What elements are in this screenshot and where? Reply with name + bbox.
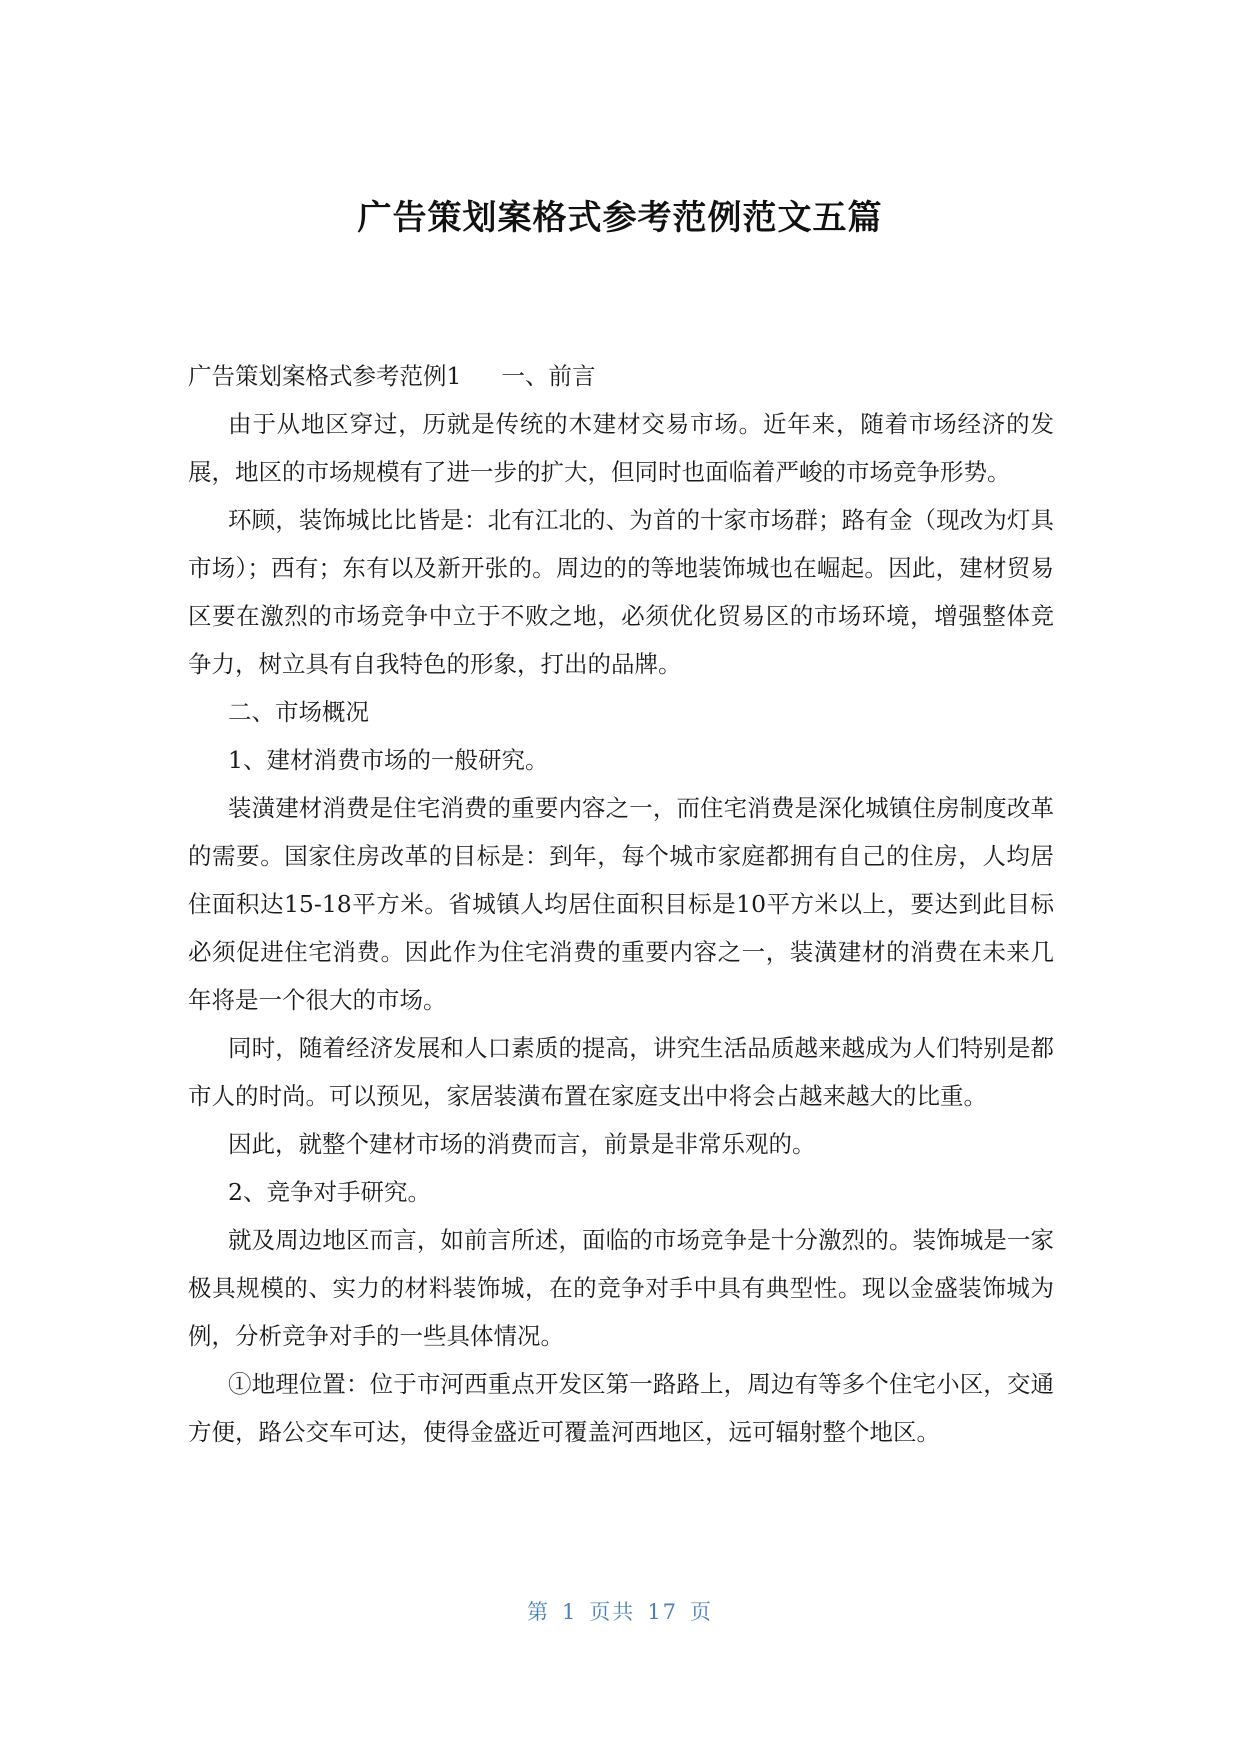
- footer-page-end: 页: [690, 1600, 714, 1624]
- document-body: [188, 352, 1054, 1456]
- example-heading: 广告策划案格式参考范例1: [188, 362, 462, 390]
- subsection-heading: 1、建材消费市场的一般研究。: [228, 746, 549, 774]
- paragraph: 因此，就整个建材市场的消费而言，前景是非常乐观的。: [228, 1130, 816, 1158]
- paragraph: ①地理位置：位于市河西重点开发区第一路路上，周边有等多个住宅小区，交通方便，路公交车可达，使得金盛近可覆盖河西地区，远可辐射整个地区。: [188, 1370, 1054, 1446]
- page-footer: [0, 1596, 1240, 1626]
- subsection-heading: 2、竞争对手研究。: [228, 1178, 431, 1206]
- paragraph: 环顾，装饰城比比皆是：北有江北的、为首的十家市场群；路有金（现改为灯具市场）；西有；东有以及新开张的。周边的的等地装饰城也在崛起。因此，建材贸易区要在激烈的市场竞争中立于不败之地，必须优化贸易区的市场环境，增强整体竞争力，树立具有自我特色的形象，打出的品牌。: [188, 506, 1054, 678]
- paragraph: 装潢建材消费是住宅消费的重要内容之一，而住宅消费是深化城镇住房制度改革的需要。国家住房改革的目标是：到年，每个城市家庭都拥有自己的住房，人均居住面积达15-18平方米。省城镇人均居住面积目标是10平方米以上，要达到此目标必须促进住宅消费。因此作为住宅消费的重要内容之一，装潢建材的消费在未来几年将是一个很大的市场。: [188, 794, 1054, 1014]
- section-heading-line: [188, 352, 1054, 400]
- section-heading-preface: 一、前言: [501, 362, 596, 390]
- footer-page-mid: 页共: [589, 1600, 636, 1624]
- document-title: 广告策划案格式参考范例范文五篇: [357, 198, 883, 238]
- paragraph: 就及周边地区而言，如前言所述，面临的市场竞争是十分激烈的。装饰城是一家极具规模的、实力的材料装饰城，在的竞争对手中具有典型性。现以金盛装饰城为例，分析竞争对手的一些具体情况。: [188, 1226, 1054, 1350]
- footer-page-number: 1: [561, 1600, 578, 1624]
- footer-page-label: 第: [526, 1600, 550, 1624]
- footer-total-pages: 17: [647, 1600, 679, 1624]
- paragraph: 同时，随着经济发展和人口素质的提高，讲究生活品质越来越成为人们特别是都市人的时尚。可以预见，家居装潢布置在家庭支出中将会占越来越大的比重。: [188, 1034, 1054, 1110]
- paragraph: 由于从地区穿过，历就是传统的木建材交易市场。近年来，随着市场经济的发展，地区的市场规模有了进一步的扩大，但同时也面临着严峻的市场竞争形势。: [188, 410, 1054, 486]
- section-heading: 二、市场概况: [228, 698, 369, 726]
